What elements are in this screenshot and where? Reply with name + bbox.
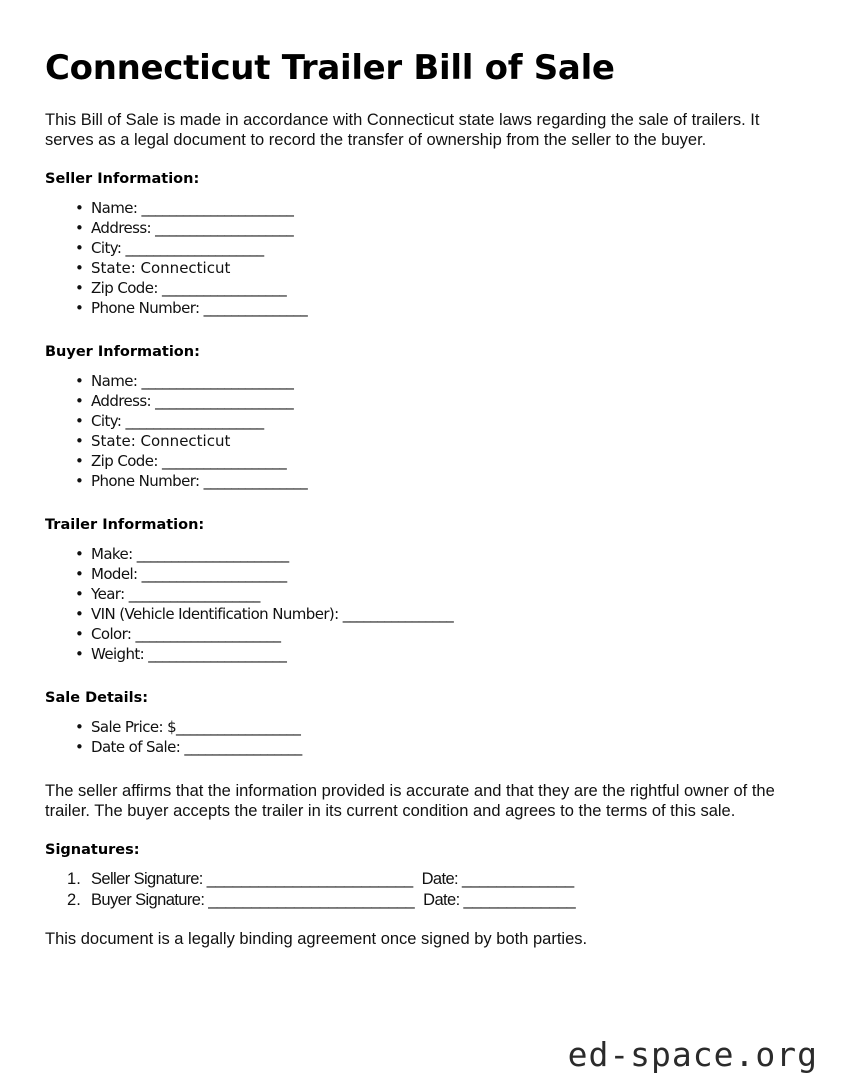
list-item [45, 391, 785, 411]
buyer-field-state: State: Connecticut [91, 432, 231, 451]
closing-paragraph: This document is a legally binding agreement once signed by both parties. [45, 930, 588, 949]
buyer-field-name: Name: ______________________ [91, 372, 294, 391]
trailer-field-model: Model: _____________________ [91, 565, 287, 584]
seller-field-address: Address: ____________________ [91, 219, 294, 238]
list-item [45, 411, 785, 431]
list-item [45, 604, 785, 624]
list-item [45, 584, 785, 604]
buyer-field-zip: Zip Code: __________________ [91, 452, 287, 471]
sale-details-list [45, 717, 785, 757]
list-item [45, 278, 785, 298]
seller-information-heading: Seller Information: [45, 171, 200, 188]
buyer-signature-date-field: Date: _____________ [423, 891, 576, 910]
buyer-signature-field: Buyer Signature: ________________________ [91, 891, 415, 910]
signatures-list [45, 869, 785, 911]
seller-field-name: Name: ______________________ [91, 199, 294, 218]
list-item [45, 624, 785, 644]
buyer-field-city: City: ____________________ [91, 412, 264, 431]
buyer-field-address: Address: ____________________ [91, 392, 294, 411]
list-item [45, 451, 785, 471]
list-item [45, 644, 785, 664]
trailer-field-weight: Weight: ____________________ [91, 645, 287, 664]
list-item [45, 869, 785, 890]
affirmation-paragraph: The seller affirms that the information provided is accurate and that they are the rightful owner of the trailer. The buyer accepts the trailer in its current condition and agrees to the terms of this sale. [45, 782, 775, 820]
trailer-information-list [45, 544, 785, 664]
sale-details-heading: Sale Details: [45, 690, 149, 707]
page-title: Connecticut Trailer Bill of Sale [45, 48, 615, 88]
seller-field-zip: Zip Code: __________________ [91, 279, 287, 298]
buyer-information-list [45, 371, 785, 491]
list-item [45, 890, 785, 911]
buyer-information-heading: Buyer Information: [45, 344, 200, 361]
seller-field-phone: Phone Number: _______________ [91, 299, 308, 318]
signatures-heading: Signatures: [45, 842, 140, 859]
seller-information-list [45, 198, 785, 318]
intro-paragraph: This Bill of Sale is made in accordance with Connecticut state laws regarding the sale of trailers. It serves as a legal document to record the transfer of ownership from the seller to the buyer. [45, 111, 760, 149]
buyer-field-phone: Phone Number: _______________ [91, 472, 308, 491]
trailer-information-heading: Trailer Information: [45, 517, 205, 534]
list-item [45, 238, 785, 258]
seller-field-state: State: Connecticut [91, 259, 231, 278]
trailer-field-color: Color: _____________________ [91, 625, 281, 644]
site-watermark: ed-space.org [567, 1035, 818, 1074]
list-item [45, 717, 785, 737]
trailer-field-vin: VIN (Vehicle Identification Number): ________________ [91, 605, 454, 624]
document-content [45, 47, 785, 950]
list-item [45, 198, 785, 218]
list-item [45, 431, 785, 451]
list-item [45, 471, 785, 491]
trailer-field-make: Make: ______________________ [91, 545, 289, 564]
list-item [45, 218, 785, 238]
list-item [45, 564, 785, 584]
list-item [45, 371, 785, 391]
trailer-field-year: Year: ___________________ [91, 585, 260, 604]
list-item [45, 298, 785, 318]
list-item [45, 737, 785, 757]
list-item [45, 544, 785, 564]
sale-field-price: Sale Price: $__________________ [91, 718, 301, 737]
sale-field-date: Date of Sale: _________________ [91, 738, 302, 757]
seller-signature-date-field: Date: _____________ [421, 870, 574, 889]
seller-signature-field: Seller Signature: ________________________ [91, 870, 413, 889]
list-item [45, 258, 785, 278]
seller-field-city: City: ____________________ [91, 239, 264, 258]
